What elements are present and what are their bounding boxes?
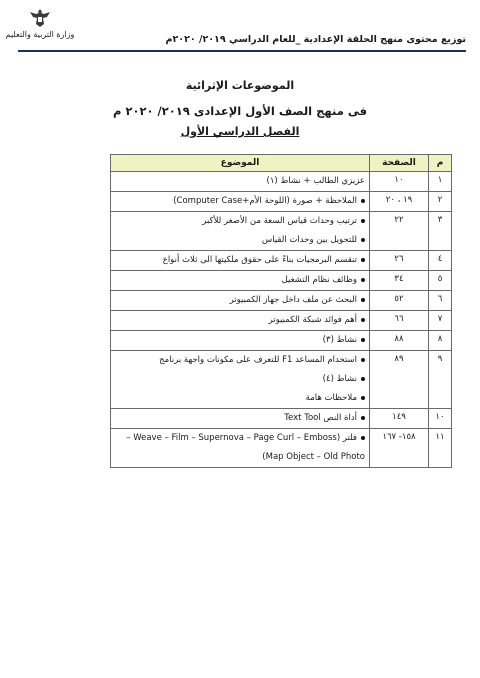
topic-line (115, 251, 365, 270)
row-number: ٩ (429, 351, 452, 409)
row-page: ٥٢ (370, 291, 429, 311)
topic-text: عزيزي الطالب + نشاط (١) (266, 176, 365, 186)
topic-text: أهم فوائد شبكة الكمبيوتر (268, 315, 357, 325)
topic-line (115, 409, 365, 428)
table-row (111, 172, 452, 192)
bullet-icon (361, 258, 365, 262)
row-number: ٧ (429, 311, 452, 331)
table-row (111, 351, 452, 409)
topic-line (115, 389, 365, 408)
topic-text: البحث عن ملف داخل جهاز الكمبيوتر (229, 295, 357, 305)
topic-text: تنقسم البرمجيات بناءً على حقوق ملكيتها الى ثلاث أنواع (162, 255, 357, 265)
row-topic (111, 351, 370, 409)
topic-text: نشاط (٤) (322, 374, 357, 384)
table-row (111, 251, 452, 271)
row-topic (111, 291, 370, 311)
topic-line (115, 172, 365, 191)
bullet-icon (361, 298, 365, 302)
bullet-icon (361, 219, 365, 223)
bullet-icon (361, 396, 365, 400)
topic-text: استخدام المساعد F1 للتعرف على مكونات واجهة برنامج (159, 355, 357, 365)
topic-line (115, 192, 365, 211)
bullet-icon (361, 338, 365, 342)
row-number: ٦ (429, 291, 452, 311)
title-line-3: الفصل الدراسي الأول (180, 125, 300, 138)
topic-line (115, 231, 365, 250)
eagle-emblem-icon (29, 8, 51, 28)
bullet-icon (361, 278, 365, 282)
row-number: ٣ (429, 212, 452, 251)
row-page: ٢٦ (370, 251, 429, 271)
topic-text: Map Object – Old Photo) (262, 452, 365, 462)
row-number: ٥ (429, 271, 452, 291)
topic-line (115, 212, 365, 231)
topic-line (115, 291, 365, 310)
table-header-row (111, 155, 452, 172)
bullet-icon (361, 416, 365, 420)
table-row (111, 409, 452, 429)
table-row (111, 192, 452, 212)
bullet-icon (361, 358, 365, 362)
row-topic (111, 271, 370, 291)
topics-table (110, 154, 452, 468)
bullet-icon (361, 436, 365, 440)
row-number: ٨ (429, 331, 452, 351)
header-num: م (429, 155, 452, 172)
table-row (111, 331, 452, 351)
topic-text: أداة النص Text Tool (284, 413, 357, 423)
topic-line (115, 311, 365, 330)
topic-text: فلتر (Weave – Film – Supernova – Page Curl – Emboss – (126, 433, 357, 443)
header-page: الصفحة (370, 155, 429, 172)
topic-line (115, 448, 365, 467)
row-topic (111, 331, 370, 351)
row-number: ١ (429, 172, 452, 192)
row-topic (111, 409, 370, 429)
row-page: ٨٨ (370, 331, 429, 351)
row-page: ٨٩ (370, 351, 429, 409)
table-row (111, 311, 452, 331)
topic-text: نشاط (٣) (322, 335, 357, 345)
title-line-2: فى منهج الصف الأول الإعدادى ٢٠١٩/ ٢٠٢٠ م (113, 104, 367, 118)
row-page: ٣٤ (370, 271, 429, 291)
topic-line (115, 271, 365, 290)
bullet-icon (361, 238, 365, 242)
row-topic (111, 192, 370, 212)
row-number: ٢ (429, 192, 452, 212)
row-number: ١٠ (429, 409, 452, 429)
row-page: ٦٦ (370, 311, 429, 331)
topic-line (115, 351, 365, 370)
logo-text: وزارة التربية والتعليم (5, 30, 75, 39)
row-number: ١١ (429, 429, 452, 468)
table-row (111, 212, 452, 251)
header-title: توزيع محتوى منهج الحلقة الإعدادية _للعام الدراسي ٢٠١٩/ ٢٠٢٠م (165, 34, 466, 45)
row-topic (111, 212, 370, 251)
ministry-logo (5, 8, 75, 50)
topic-text: للتحويل بين وحدات القياس (261, 235, 357, 245)
bullet-icon (361, 199, 365, 203)
row-topic (111, 251, 370, 271)
row-page: ١٥٨- ١٦٧ (370, 429, 429, 468)
row-page: ١٠ (370, 172, 429, 192)
topic-line (115, 331, 365, 350)
document-titles (0, 78, 480, 140)
row-topic (111, 172, 370, 192)
topic-line (115, 429, 365, 448)
bullet-icon (361, 318, 365, 322)
header-divider (18, 50, 466, 52)
topic-text: ترتيب وحدات قياس السعة من الأصغر للأكبر (202, 216, 357, 226)
table-row (111, 271, 452, 291)
title-line-1: الموضوعات الإثرائية (185, 79, 295, 92)
bullet-icon (361, 377, 365, 381)
topic-line (115, 370, 365, 389)
row-number: ٤ (429, 251, 452, 271)
table-row (111, 291, 452, 311)
row-page: ٢٢ (370, 212, 429, 251)
row-page: ١٤٩ (370, 409, 429, 429)
topic-text: وظائف نظام التشغيل (281, 275, 357, 285)
header-topic: الموضوع (111, 155, 370, 172)
topic-text: ملاحظات هامة (305, 393, 357, 403)
row-page: ١٩ ، ٢٠ (370, 192, 429, 212)
topic-text: الملاحظة + صورة (اللوحة الأم+Computer Case) (173, 196, 357, 206)
row-topic (111, 429, 370, 468)
row-topic (111, 311, 370, 331)
table-row (111, 429, 452, 468)
